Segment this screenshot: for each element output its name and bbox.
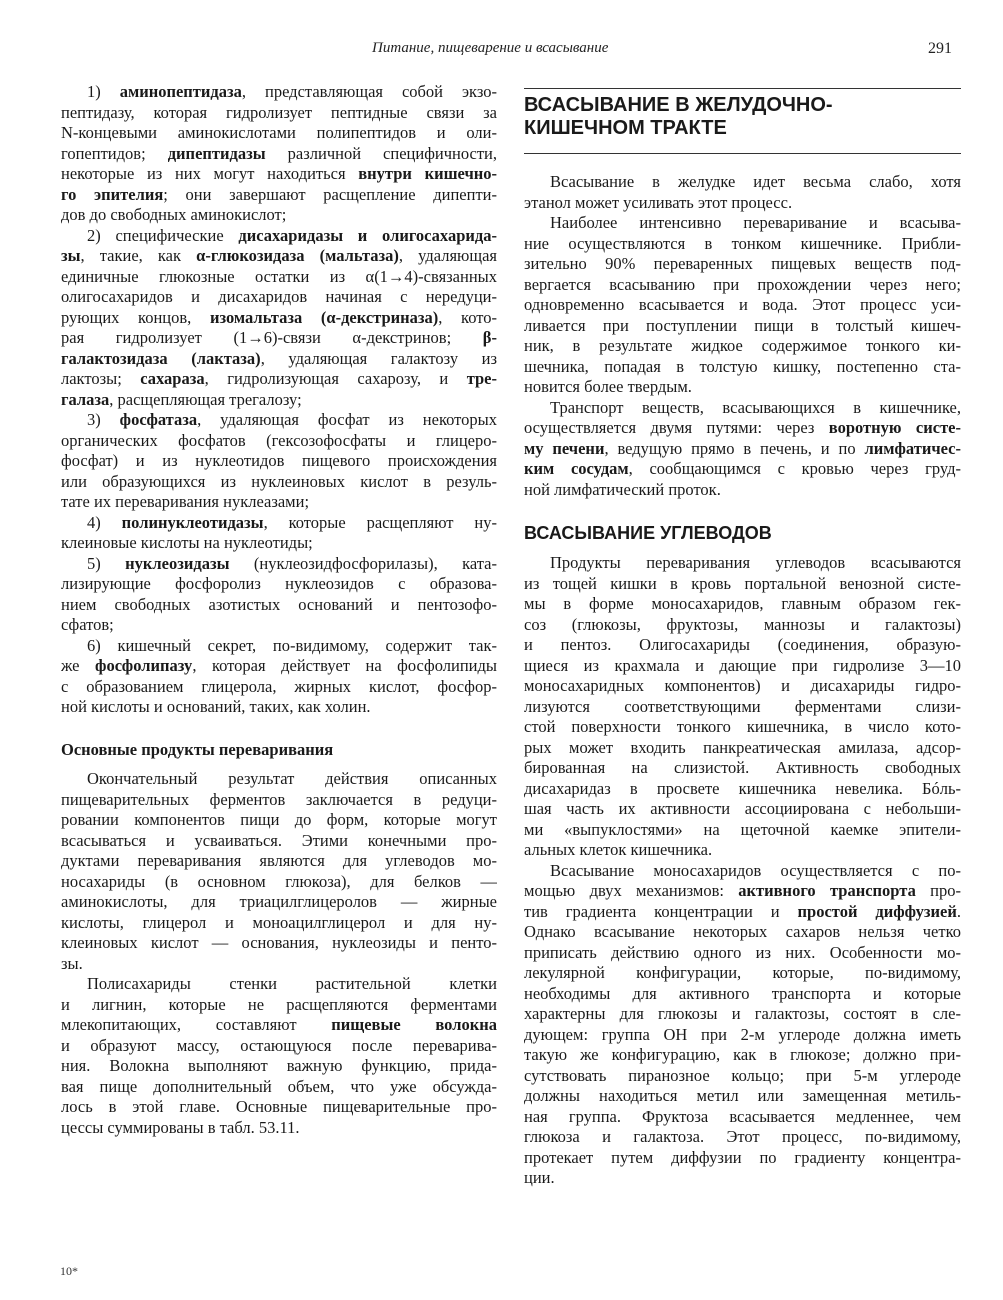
page-number: 291 [928, 40, 952, 57]
text-line: гопептидов; дипептидазы различной специфичности, [61, 143, 497, 163]
text-line: N-концевыми аминокислотами полипептидов и оли- [61, 123, 497, 142]
text-line: 4) полинуклеотидазы, которые расщепляют ну- [87, 512, 497, 532]
text-line: лекулярной конфигурации, которые, по-видимому, [524, 963, 961, 982]
text-line: с образованием глицерола, жирных кислот, фосфор- [61, 676, 497, 696]
text-line: ния. Волокна выполняют важную функцию, прида- [61, 1056, 497, 1075]
text-line: ровании компонентов пищи до форм, которые могут [61, 810, 497, 829]
text-line: рующих концов, изомальтаза (α-декстриназа), кото- [61, 307, 497, 327]
text-line: лизирующие фосфоролиз нуклеозидов с образова- [61, 574, 497, 593]
text-line: му печени, ведущую прямо в печень, и по лимфатичес- [524, 438, 961, 458]
text-line: Окончательный результат действия описанных [87, 769, 497, 788]
left-text-block [61, 82, 497, 718]
text-line: мы в форме моносахаридов, главным образом гек- [524, 594, 961, 613]
text-line: ким сосудам, сообщающимся с кровью через груд- [524, 459, 961, 478]
section-heading-line-1: ВСАСЫВАНИЕ В ЖЕЛУДОЧНО- [524, 94, 833, 116]
text-line: клеиновых кислот — основания, нуклеозиды и пенто- [61, 933, 497, 952]
text-line: моносахаридных компонентов) и дисахариды гидро- [524, 676, 961, 695]
text-line: характерны для глюкозы и галактозы, состоят в сле- [524, 1004, 961, 1023]
text-line: млекопитающих, составляют пищевые волокна [61, 1015, 497, 1034]
text-line: же фосфолипазу, которая действует на фосфолипиды [61, 656, 497, 675]
left-column [61, 82, 497, 1138]
text-line: ной лимфатический проток. [524, 479, 721, 499]
text-line: лось в этой главе. Основные пищеварительные про- [61, 1097, 497, 1116]
text-line: рых может входить панкреатическая амилаза, адсор- [524, 737, 961, 757]
text-line: зительно 90% переваренных пищевых веществ под- [524, 254, 961, 273]
text-line: такую же конфигурацию, как в глюкозе; должно при- [524, 1045, 961, 1064]
right-text-block-2 [524, 553, 961, 1189]
text-line: приписать действию одного из них. Особенности мо- [524, 942, 961, 962]
right-column [524, 82, 961, 1189]
text-line: Полисахариды стенки растительной клетки [87, 974, 497, 993]
text-line: тив градиента концентрации и простой диффузией. [524, 901, 961, 921]
text-line: ливается при поступлении пищи в толстый кишеч- [524, 315, 961, 335]
text-line: зы, такие, как α-глюкозидаза (мальтаза), удаляющая [61, 246, 497, 265]
text-line: ная группа. Фруктоза всасывается медленнее, чем [524, 1106, 961, 1126]
text-line: цессы суммированы в табл. 53.11. [61, 1117, 300, 1137]
text-line: Однако всасывание некоторых сахаров нельзя четко [524, 922, 961, 941]
text-line: сутствовать пиранозное кольцо; при 5-м углероде [524, 1065, 961, 1085]
text-line: носахариды (в основном глюкоза), для белков — [61, 871, 497, 891]
text-line: пептидазу, которая гидролизует пептидные связи за [61, 102, 497, 122]
text-line: клеиновые кислоты на нуклеотиды; [61, 533, 313, 552]
text-line: дисахаридаз в просвете кишечника невелика. Бóль- [524, 778, 961, 798]
text-line: Всасывание моносахаридов осуществляется с по- [550, 860, 961, 880]
text-line: и лигнин, которые не расщепляются ферментами [61, 994, 497, 1014]
text-line: некоторые из них могут находиться внутри кишечно- [61, 164, 497, 183]
text-line: 2) специфические дисахаридазы и олигосахарида- [87, 225, 497, 245]
text-line: вая пище дополнительный объем, что уже обсужда- [61, 1076, 497, 1096]
left-text-block-2 [61, 769, 497, 1138]
text-line: дуктами переваривания являются для углеводов мо- [61, 851, 497, 870]
text-line: соз (глюкозы, фруктозы, маннозы и галактозы) [524, 614, 961, 634]
text-line: Транспорт веществ, всасывающихся в кишечнике, [550, 397, 961, 417]
text-line: органических фосфатов (гексозофосфаты и глицеро- [61, 430, 497, 450]
text-line: тате их переваривания нуклеазами; [61, 492, 310, 511]
text-line: ник, в результате жидкое содержимое тонкого ки- [524, 336, 961, 355]
running-title: Питание, пищеварение и всасывание [372, 40, 609, 56]
text-line: 5) нуклеозидазы (нуклеозидфосфорилазы), ката- [87, 553, 497, 573]
text-line: Наиболее интенсивно переваривание и всасыва- [550, 213, 961, 232]
text-line: ции. [524, 1168, 555, 1187]
text-line: глюкоза и галактоза. Этот процесс, по-видимому, [524, 1127, 961, 1146]
text-line: галактозидаза (лактаза), удаляющая галактозу из [61, 348, 497, 368]
text-line: стой поверхности тонкого кишечника, в число кото- [524, 717, 961, 736]
text-line: всасываться и усваиваться. Этими конечными про- [61, 830, 497, 850]
text-line: ной кислоты и оснований, таких, как холин. [61, 697, 371, 716]
text-line: олигосахаридов и дисахаридов начиная с нередуци- [61, 287, 497, 306]
text-line: 6) кишечный секрет, по-видимому, содержит так- [87, 635, 497, 655]
text-line: шая часть их активности ассоциирована с небольши- [524, 799, 961, 818]
text-line: альных клеток кишечника. [524, 840, 713, 859]
text-line: нием свободных азотистых оснований и пентозофо- [61, 594, 497, 614]
text-line: рая гидролизует (1→6)-связи α-декстринов; β- [61, 328, 497, 347]
right-text-block [524, 172, 961, 500]
section-heading-line-2: КИШЕЧНОМ ТРАКТЕ [524, 117, 727, 139]
text-line: этанол может усиливать этот процесс. [524, 192, 793, 212]
text-line: лактозы; сахараза, гидролизующая сахарозу, и тре- [61, 369, 497, 388]
text-line: мощью двух механизмов: активного транспорта про- [524, 881, 961, 900]
text-line: бированная на слизистой. Активность свободных [524, 758, 961, 777]
text-line: шечника, попадая в толстую кишку, постепенно ста- [524, 356, 961, 376]
text-line: Продукты переваривания углеводов всасываются [550, 553, 961, 572]
text-line: ми «выпуклостями» на щеточной каемке эпители- [524, 819, 961, 839]
text-line: должны находиться метил или замещенная метиль- [524, 1086, 961, 1105]
text-line: щиеся из крахмала и дающие при гидролизе 3—10 [524, 655, 961, 675]
text-line: дов до свободных аминокислот; [61, 205, 287, 224]
text-line: галаза, расщепляющая трегалозу; [61, 389, 302, 409]
printer-signature: 10* [60, 1264, 78, 1278]
text-line: дующем: группа ОН при 2-м углероде должна иметь [524, 1024, 961, 1044]
text-line: необходимы для активного транспорта и которые [524, 983, 961, 1003]
text-line: зы. [61, 953, 83, 973]
text-line: единичные глюкозные остатки из α(1→4)-связанных [61, 266, 497, 286]
text-line: вергается всасыванию при прохождении через него; [524, 274, 961, 294]
text-line: Всасывание в желудке идет весьма слабо, хотя [550, 172, 961, 191]
text-line: аминокислоты, для триацилглицеролов — жирные [61, 892, 497, 911]
section-subheading: Основные продукты переваривания [61, 739, 334, 759]
text-line: и пентоз. Олигосахариды (соединения, образую- [524, 635, 961, 654]
text-line: или образующихся из нуклеиновых кислот в резуль- [61, 471, 497, 491]
text-line: сфатов; [61, 615, 114, 634]
section-heading-carbohydrates: ВСАСЫВАНИЕ УГЛЕВОДОВ [524, 523, 772, 543]
text-line: пищеварительных ферментов заключается в редуци- [61, 789, 497, 809]
text-line: новится более твердым. [524, 377, 692, 396]
text-line: го эпителия; они завершают расщепление дипепти- [61, 184, 497, 204]
text-line: протекает путем диффузии по градиенту концентра- [524, 1147, 961, 1167]
text-line: лизуются соответствующими ферментами слизи- [524, 696, 961, 716]
text-line: кислоты, глицерол и моноацилглицерол и для ну- [61, 912, 497, 932]
text-line: из тощей кишки в кровь портальной венозной систе- [524, 573, 961, 593]
text-line: фосфат) и из нуклеотидов пищевого происхождения [61, 451, 497, 470]
text-line: осуществляется двумя путями: через воротную систе- [524, 418, 961, 437]
text-line: 3) фосфатаза, удаляющая фосфат из некоторых [87, 410, 497, 429]
text-line: и образуют массу, остающуюся после переварива- [61, 1035, 497, 1055]
text-line: одновременно всасывается и вода. Этот процесс уси- [524, 295, 961, 314]
text-line: 1) аминопептидаза, представляющая собой экзо- [87, 82, 497, 101]
text-line: ние осуществляются в тонком кишечнике. Прибли- [524, 233, 961, 253]
